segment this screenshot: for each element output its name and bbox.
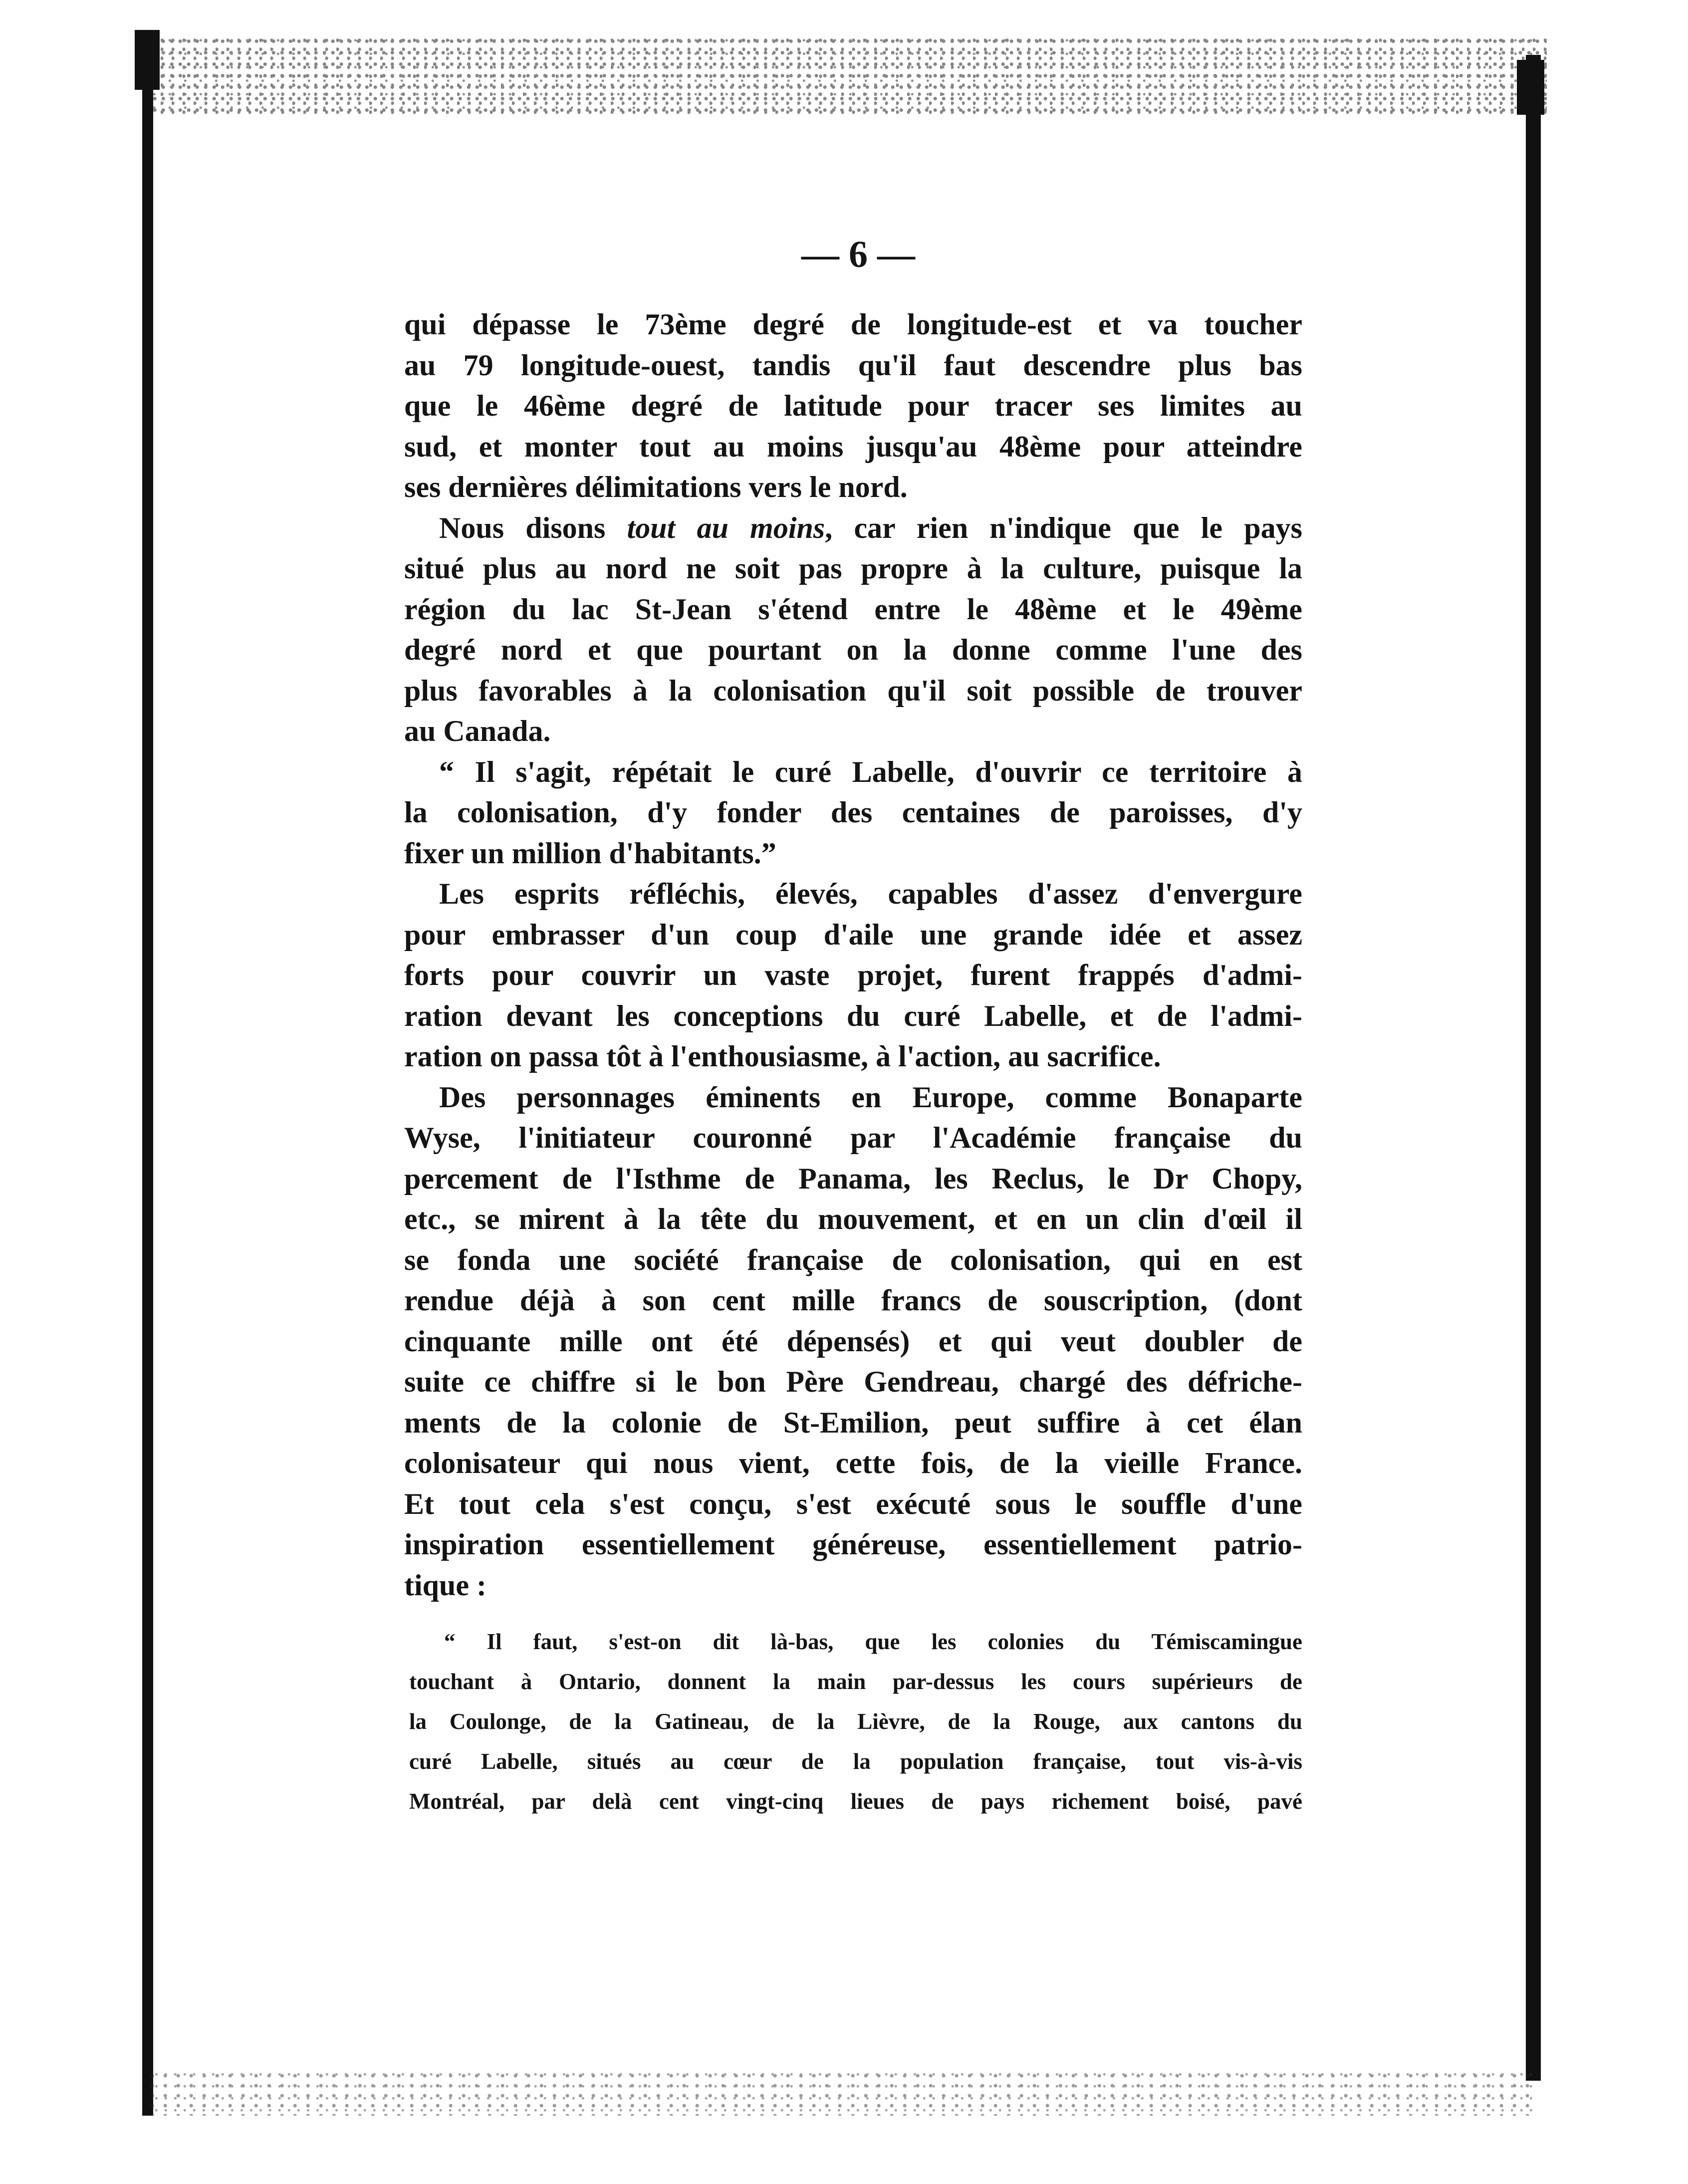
- scan-page-mark-right: [1517, 60, 1544, 115]
- footnote-line: touchant à Ontario, donnent la main par-dessus les cours supérieurs de: [409, 1669, 1302, 1694]
- italic-phrase: tout au moins: [627, 511, 825, 544]
- text-line: colonisateur qui nous vient, cette fois, de la vieille France.: [404, 1447, 1302, 1479]
- text-line: au Canada.: [404, 715, 551, 747]
- text-line: fixer un million d'habitants.”: [404, 836, 776, 870]
- text-line: Des personnages éminents en Europe, comme Bonaparte: [439, 1080, 1302, 1114]
- text-line: Wyse, l'initiateur couronné par l'Académie française du: [404, 1121, 1302, 1154]
- footnote-line: curé Labelle, situés au cœur de la population française, tout vis-à-vis: [409, 1749, 1302, 1774]
- scan-binding-mark-left: [135, 30, 160, 90]
- text-line: se fonda une société française de colonisation, qui en est: [404, 1243, 1302, 1276]
- paragraph-1: [404, 304, 1302, 508]
- footnote-quote: [409, 1622, 1302, 1821]
- text-line: la colonisation, d'y fonder des centaines de paroisses, d'y: [404, 796, 1302, 829]
- paragraph-5: [404, 1077, 1302, 1606]
- text-line: ses dernières délimitations vers le nord.: [404, 471, 908, 503]
- text-line-with-italic: Nous disons tout au moins, car rien n'indique que le pays: [439, 511, 1302, 544]
- text-line: ration on passa tôt à l'enthousiasme, à l'action, au sacrifice.: [404, 1040, 1161, 1073]
- text-line: ration devant les conceptions du curé Labelle, et de l'admi-: [404, 999, 1302, 1032]
- paragraph-2: [404, 508, 1302, 752]
- text-line: Et tout cela s'est conçu, s'est exécuté sous le souffle d'une: [404, 1487, 1302, 1520]
- scan-noise-top: [150, 35, 1547, 115]
- text-line: sud, et monter tout au moins jusqu'au 48ème pour atteindre: [404, 430, 1302, 463]
- text-line: qui dépasse le 73ème degré de longitude-est et va toucher: [404, 308, 1302, 341]
- text-line: “ Il s'agit, répétait le curé Labelle, d'ouvrir ce territoire à: [439, 755, 1302, 788]
- text-line: etc., se mirent à la tête du mouvement, et en un clin d'œil il: [404, 1203, 1302, 1235]
- text-line: tique :: [404, 1568, 486, 1602]
- text-line: région du lac St-Jean s'étend entre le 48ème et le 49ème: [404, 592, 1302, 626]
- text-line: pour embrasser d'un coup d'aile une grande idée et assez: [404, 918, 1302, 951]
- text-line: au 79 longitude-ouest, tandis qu'il faut descendre plus bas: [404, 348, 1302, 382]
- text-line: degré nord et que pourtant on la donne comme l'une des: [404, 633, 1302, 666]
- footnote-line: Montréal, par delà cent vingt-cinq lieues de pays richement boisé, pavé: [409, 1789, 1302, 1814]
- scan-binding-edge-left: [142, 30, 153, 2116]
- text-line: forts pour couvrir un vaste projet, furent frappés d'admi-: [404, 959, 1302, 991]
- text-line: ments de la colonie de St-Emilion, peut suffire à cet élan: [404, 1406, 1302, 1439]
- footnote-line: la Coulonge, de la Gatineau, de la Lièvre, de la Rouge, aux cantons du: [409, 1709, 1302, 1734]
- text-line: inspiration essentiellement généreuse, essentiellement patrio-: [404, 1528, 1302, 1561]
- text-line: plus favorables à la colonisation qu'il soit possible de trouver: [404, 674, 1302, 707]
- footnote-line: “ Il faut, s'est-on dit là-bas, que les colonies du Témiscamingue: [444, 1629, 1302, 1654]
- page-number: — 6 —: [801, 234, 915, 275]
- text-line: rendue déjà à son cent mille francs de souscription, (dont: [404, 1284, 1302, 1317]
- text-line: percement de l'Isthme de Panama, les Reclus, le Dr Chopy,: [404, 1162, 1302, 1195]
- text-line: situé plus au nord ne soit pas propre à la culture, puisque la: [404, 552, 1302, 585]
- text-line: suite ce chiffre si le bon Père Gendreau, chargé des défriche-: [404, 1365, 1302, 1398]
- text-line: que le 46ème degré de latitude pour tracer ses limites au: [404, 389, 1302, 422]
- body-text: [404, 304, 1302, 1606]
- paragraph-3: [404, 752, 1302, 874]
- paragraph-4: [404, 874, 1302, 1077]
- scan-noise-bottom: [150, 2071, 1537, 2116]
- text-line: cinquante mille ont été dépensés) et qui veut doubler de: [404, 1324, 1302, 1358]
- scan-page-edge-right: [1526, 55, 1541, 2081]
- text-line: Les esprits réfléchis, élevés, capables d'assez d'envergure: [439, 877, 1302, 910]
